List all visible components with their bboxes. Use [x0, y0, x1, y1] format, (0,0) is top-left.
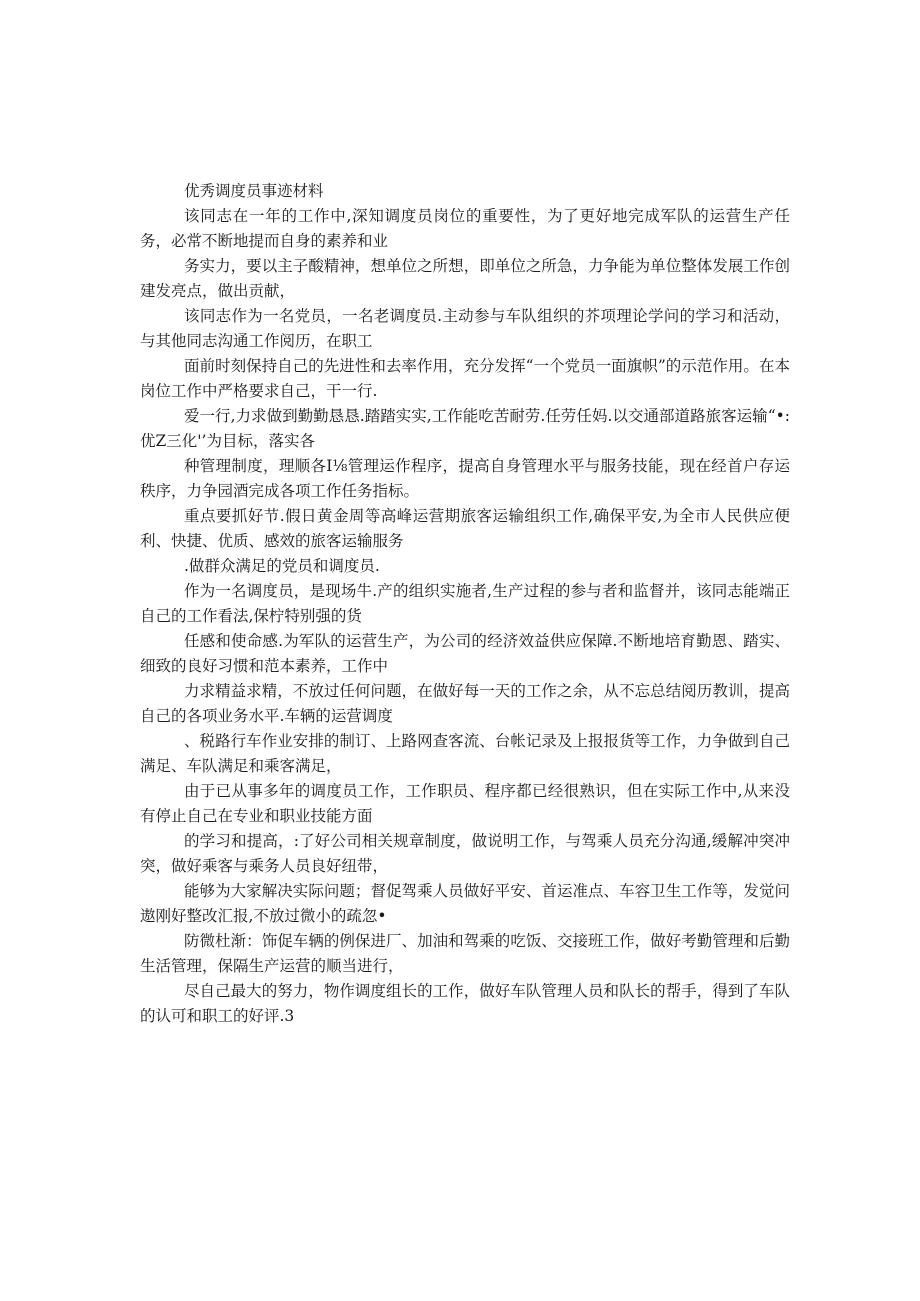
paragraph: 面前时刻保持自己的先进性和去率作用，充分发挥“一个党员一面旗帜”的示范作用。在本岗位工作中严格要求自己，干一行.	[140, 357, 790, 400]
paragraph: 爱一行,力求做到勤勤恳恳.踏踏实实,工作能吃苦耐劳.任劳任妈.以交通部道路旅客运输“•:优Z三化'’为目标，落实各	[140, 407, 790, 450]
paragraph: 重点要抓好节.假日黄金周等高峰运营期旅客运输组织工作,确保平安,为全市人民供应便利、快捷、优质、感效的旅客运输服务	[140, 507, 790, 550]
paragraph: 由于已从事多年的调度员工作，工作职员、程序都已经很熟识，但在实际工作中,从来没有停止自己在专业和职业技能方面	[140, 782, 790, 825]
paragraph: 、税路行车作业安排的制订、上路网查客流、台帐记录及上报报货等工作，力争做到自己满足、车队满足和乘客满足，	[140, 732, 790, 775]
paragraph: 能够为大家解决实际问题；督促驾乘人员做好平安、首运准点、车容卫生工作等，发觉问遨刚好整改汇报,不放过微小的疏忽•	[140, 882, 790, 925]
paragraph: 力求精益求精，不放过任何问题，在做好每一天的工作之余，从不忘总结阅历教训，提高自己的各项业务水平.车辆的运营调度	[140, 682, 790, 725]
paragraph: 作为一名调度员，是现场牛.产的组织实施者,生产过程的参与者和监督并，该同志能端正自己的工作看法,保柠特别强的货	[140, 582, 790, 625]
paragraph: 该同志作为一名党员，一名老调度员.主动参与车队组织的芥项理论学问的学习和活动，与其他同志沟通工作阅历，在职工	[140, 307, 790, 350]
document-title: 优秀调度员事迹材料	[184, 182, 324, 200]
paragraph: 尽自己最大的努力，物作调度组长的工作，做好车队管理人员和队长的帮手，得到了车队的认可和职工的好评.3	[140, 982, 790, 1025]
paragraph: 该同志在一年的工作中,深知调度员岗位的重要性，为了更好地完成军队的运营生产任务，必常不断地提而自身的素养和业	[140, 207, 790, 250]
paragraph: 任感和使命感.为军队的运营生产，为公司的经济效益供应保障.不断地培育勤恩、踏实、细致的良好习惯和范本素养，工作中	[140, 632, 790, 675]
paragraph: 种管理制度，理顺各I⅛管理运作程序，提高自身管理水平与服务技能，现在经首户存运秩序，力争园酒完成各项工作任务指标。	[140, 457, 790, 500]
paragraph: .做群众满足的党员和调度员.	[184, 557, 380, 575]
document-page	[140, 175, 790, 1029]
paragraph: 的学习和提高，:了好公司相关规章制度，做说明工作，与驾乘人员充分沟通,缓解冲突冲突，做好乘客与乘务人员良好纽带，	[140, 832, 790, 875]
paragraph: 防微杜渐：饰促车辆的例保进厂、加油和驾乘的吃饭、交接班工作，做好考勤管理和后勤生活管理，保隔生产运营的顺当进行，	[140, 932, 790, 975]
paragraph: 务实力，要以主子酸精神，想单位之所想，即单位之所急，力争能为单位整体发展工作创建发亮点，做出贡献，	[140, 257, 790, 300]
